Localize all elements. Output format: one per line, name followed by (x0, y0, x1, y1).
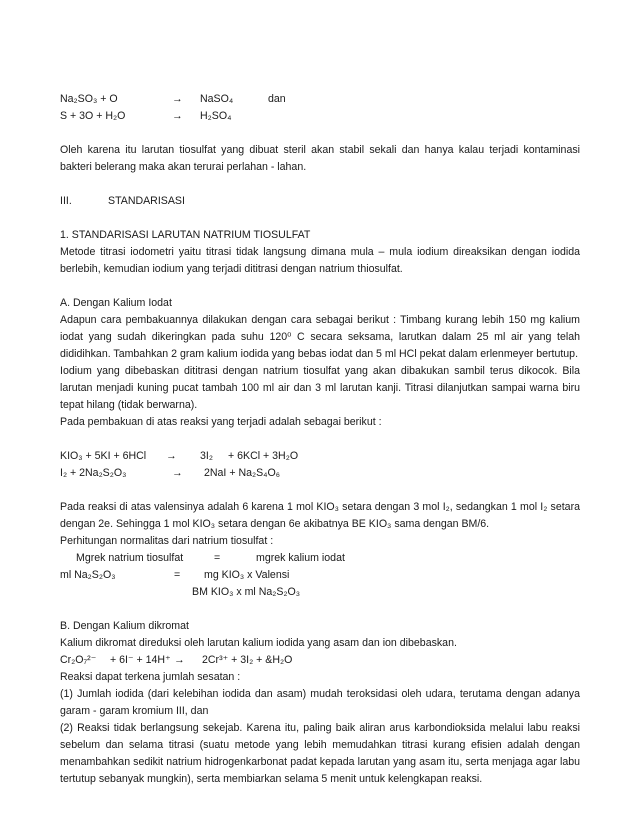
equation-4-right: 2NaI + Na₂S₄O₆ (204, 467, 281, 479)
equation-5-left: Cr₂O₇²⁻ (60, 654, 97, 666)
paragraph-3-line: iodat yang sudah dikeringkan pada suhu 120⁰ C secara seksama, larutkan dalam 25 ml air yang telah (60, 331, 580, 343)
paragraph-8-line: tertutup sebanyak mungkin), serta membiarkan selama 5 menit untuk kelengkapan reaksi. (60, 773, 483, 785)
paragraph-8-line: (2) Reaksi tidak berlangsung sekejab. Karena itu, paling baik aliran arus karbondioksida melalui labu reaksi (60, 722, 580, 734)
paragraph-3-line: dididihkan. Tambahkan 2 gram kalium iodida yang bebas iodat dan 5 ml HCl pekat dalam erlenmeyer bertutup. (60, 348, 579, 360)
equation-1-arrow: → (172, 93, 183, 105)
equation-3-right: + 6KCl + 3H₂O (228, 450, 299, 462)
paragraph-6: Reaksi dapat terkena jumlah sesatan : (60, 671, 241, 683)
calc2-numerator: mg KIO₃ x Valensi (204, 569, 290, 581)
equation-4-left: I₂ + 2Na₂S₂O₃ (60, 467, 127, 479)
equation-3-product: 3I₂ (200, 450, 213, 462)
paragraph-4-line: Pada reaksi di atas valensinya adalah 6 karena 1 mol KIO₃ setara dengan 3 mol I₂, sedangkan 1 mol I₂ setara (60, 501, 580, 513)
equation-3-left: KIO₃ + 5KI + 6HCl (60, 450, 147, 462)
equation-5-right: 2Cr³⁺ + 3I₂ + &H₂O (202, 654, 293, 666)
paragraph-2-line: berlebih, kemudian iodium yang terjadi dititrasi dengan natrium thiosulfat. (60, 263, 403, 275)
paragraph-4-line: dengan 2e. Sehingga 1 mol KIO₃ setara dengan 6e akibatnya BE KIO₃ sama dengan BM/6. (60, 518, 490, 530)
paragraph-5: Kalium dikromat direduksi oleh larutan kalium iodida yang asam dan ion dibebaskan. (60, 637, 457, 649)
calc-equals: = (214, 552, 221, 564)
equation-5-middle: + 6I⁻ + 14H⁺ (110, 654, 171, 666)
paragraph-3-line: Adapun cara pembakuannya dilakukan dengan cara sebagai berikut : Timbang kurang lebih 150 mg kalium (60, 314, 580, 326)
equation-2-arrow: → (172, 110, 183, 122)
calc2-denominator: BM KIO₃ x ml Na₂S₂O₃ (192, 586, 301, 598)
section-title: STANDARISASI (108, 195, 185, 207)
subsection-heading: 1. STANDARISASI LARUTAN NATRIUM TIOSULFAT (60, 229, 311, 241)
equation-1-and: dan (268, 93, 286, 105)
paragraph-7-line: garam - garam kromium III, dan (60, 705, 209, 717)
equation-1-right: NaSO₄ (200, 93, 234, 105)
paragraph-8-line: menambahkan sedikit natrium hidrogenkarbonat padat kepada larutan yang asam itu, serta menjaga agar labu (60, 756, 580, 768)
paragraph-3-line: Pada pembakuan di atas reaksi yang terjadi adalah sebagai berikut : (60, 416, 382, 428)
equation-2-left: S + 3O + H₂O (60, 110, 126, 122)
equation-3-arrow: → (166, 450, 177, 462)
paragraph-2-line: Metode titrasi iodometri yaitu titrasi tidak langsung dimana mula – mula iodium direaksikan dengan iodida (60, 246, 580, 258)
calc-right: mgrek kalium iodat (256, 552, 345, 564)
equation-4-arrow: → (172, 467, 183, 479)
equation-2-right: H₂SO₄ (200, 110, 232, 122)
calc-left: Mgrek natrium tiosulfat (76, 552, 184, 564)
subsection-a-heading: A. Dengan Kalium Iodat (60, 297, 172, 309)
calc2-equals: = (174, 569, 181, 581)
paragraph-3-line: Iodium yang dibebaskan dititrasi dengan natrium tiosulfat yang akan dibakukan sambil terus dikocok. Bila (60, 365, 580, 377)
paragraph-4-line: Perhitungan normalitas dari natrium tiosulfat : (60, 535, 274, 547)
paragraph-3-line: tepat hilang (tidak berwarna). (60, 399, 198, 411)
equation-1-left: Na₂SO₃ + O (60, 93, 118, 105)
paragraph-1-line: bakteri belerang maka akan terurai perlahan - lahan. (60, 161, 307, 173)
equation-5-arrow: → (174, 654, 185, 666)
paragraph-8-line: sebelum dan selama titrasi (suatu metode yang lebih memudahkan titrasi kurang efisien adalah dengan (60, 739, 580, 751)
section-number: III. (60, 195, 72, 207)
paragraph-1-line: Oleh karena itu larutan tiosulfat yang dibuat steril akan stabil sekali dan hanya kalau terjadi kontaminasi (60, 144, 580, 156)
calc2-left: ml Na₂S₂O₃ (60, 569, 116, 581)
paragraph-3-line: larutan menjadi kuning pucat tambah 100 ml air dan 3 ml larutan kanji. Titrasi dilanjutkan sampai warna biru (60, 382, 580, 394)
paragraph-7-line: (1) Jumlah iodida (dari kelebihan iodida dan asam) mudah teroksidasi oleh udara, terutama dengan adanya (60, 688, 580, 700)
subsection-b-heading: B. Dengan Kalium dikromat (60, 620, 189, 632)
